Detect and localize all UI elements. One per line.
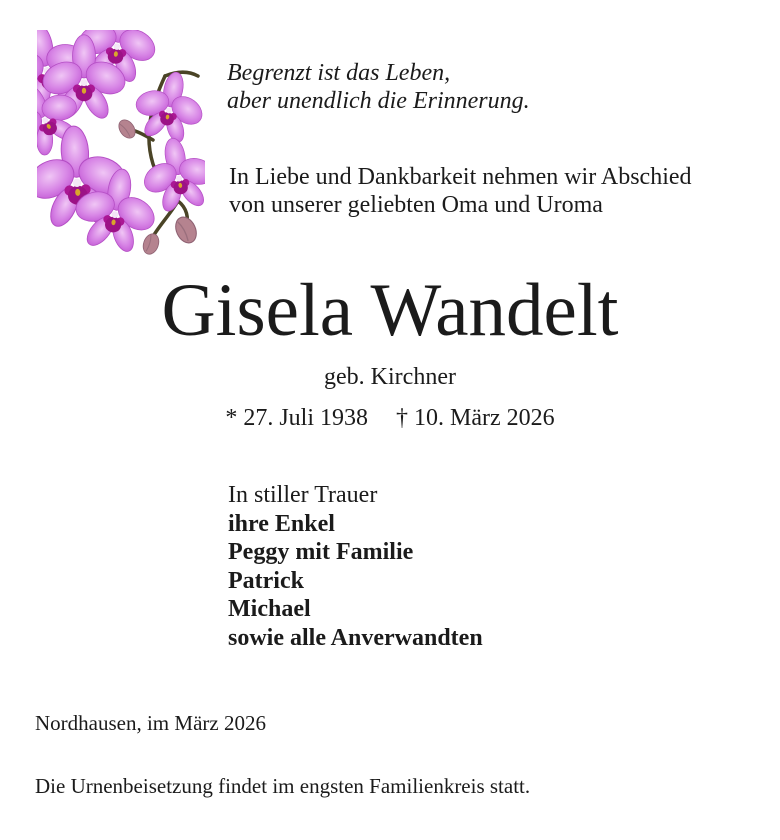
farewell-text [229,163,692,219]
life-dates [0,404,780,432]
death-date: † 10. März 2026 [396,405,555,431]
orchid-flowers-image [37,30,205,272]
mourners-block [228,481,483,652]
memorial-quote-line1: Begrenzt ist das Leben, [227,60,451,86]
memorial-quote-line2: aber unendlich die Erinnerung. [227,88,530,114]
place-date-line: Nordhausen, im März 2026 [35,711,266,735]
mourner-line: Michael [228,596,311,622]
deceased-birth-name: geb. Kirchner [324,364,456,390]
farewell-text-line2: von unserer geliebten Oma und Uroma [229,192,603,218]
deceased-name: Gisela Wandelt [161,269,619,352]
birth-date: * 27. Juli 1938 [225,405,369,431]
memorial-quote [227,59,530,115]
farewell-text-line1: In Liebe und Dankbarkeit nehmen wir Abschied [229,164,692,190]
mourner-line: ihre Enkel [228,510,335,537]
mourning-intro: In stiller Trauer [228,482,378,508]
mourner-line: sowie alle Anverwandten [228,624,483,651]
mourner-line: Peggy mit Familie [228,539,414,565]
burial-info-line: Die Urnenbeisetzung findet im engsten Familienkreis statt. [35,774,531,798]
mourner-line: Patrick [228,567,304,594]
orchid-icon [37,30,205,272]
